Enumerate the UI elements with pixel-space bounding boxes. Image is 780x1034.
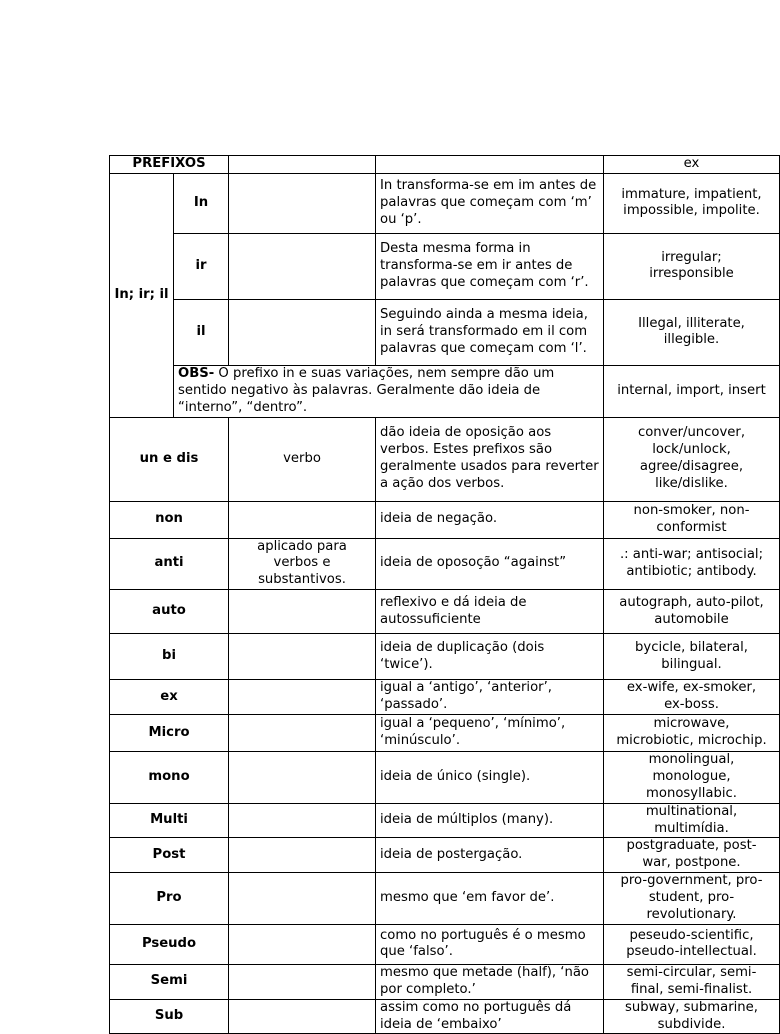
example-line: automobile (654, 611, 729, 627)
example-line: final, semi-finalist. (630, 981, 753, 997)
table-row (110, 999, 780, 1034)
example-cell: internal, import, insert (604, 365, 780, 417)
table-row (110, 752, 780, 804)
example-cell (604, 964, 780, 999)
example-cell (604, 538, 780, 590)
prefix-cell: auto (110, 590, 229, 634)
description-cell: mesmo que metade (half), ‘não por completo.’ (376, 964, 604, 999)
table-row (110, 964, 780, 999)
description-cell: como no português é o mesmo que ‘falso’. (376, 924, 604, 964)
usage-cell (229, 964, 376, 999)
table-row (110, 538, 780, 590)
prefix-cell: Micro (110, 715, 229, 752)
example-line: multinational, (645, 803, 738, 819)
prefix-cell: un e dis (110, 417, 229, 501)
example-line: non-smoker, non- (633, 502, 750, 518)
header-empty-desc (376, 156, 604, 174)
prefix-cell: Pseudo (110, 924, 229, 964)
example-cell (604, 680, 780, 715)
table-row (110, 838, 780, 873)
example-line: conformist (656, 519, 727, 535)
table-row (110, 803, 780, 838)
description-cell: reflexivo e dá ideia de autossuficiente (376, 590, 604, 634)
example-cell (604, 590, 780, 634)
obs-label: OBS- (178, 365, 215, 381)
usage-cell (229, 590, 376, 634)
example-cell (604, 501, 780, 538)
example-line: ex-wife, ex-smoker, (626, 680, 757, 696)
example-line: semi-circular, semi- (626, 964, 757, 980)
usage-cell (229, 999, 376, 1034)
table-row (110, 924, 780, 964)
table-row (110, 590, 780, 634)
example-line: student, pro- (648, 890, 735, 906)
description-cell: igual a ‘antigo’, ‘anterior’, ‘passado’. (376, 680, 604, 715)
example-line: monosyllabic. (646, 785, 737, 801)
example-line: postgraduate, post- (626, 838, 757, 854)
group-label-in-ir-il: In; ir; il (110, 173, 174, 417)
usage-cell (229, 501, 376, 538)
example-line: like/dislike. (655, 475, 728, 491)
prefix-table (109, 155, 780, 1034)
example-line: subdivide. (657, 1016, 726, 1032)
table-row (110, 680, 780, 715)
prefix-cell: Pro (110, 873, 229, 925)
example-line: bycicle, bilateral, (635, 639, 748, 655)
table-row (110, 634, 780, 680)
prefix-cell: ir (174, 233, 229, 299)
usage-cell (229, 173, 376, 233)
example-line: revolutionary. (646, 907, 737, 923)
header-empty-usage (229, 156, 376, 174)
description-cell: igual a ‘pequeno’, ‘mínimo’, ‘minúsculo’. (376, 715, 604, 752)
example-cell (604, 233, 780, 299)
example-line: ex-boss. (664, 697, 719, 713)
header-ex: ex (604, 156, 780, 174)
example-line: autograph, auto-pilot, (619, 594, 764, 610)
example-line: .: anti-war; antisocial; (619, 547, 764, 562)
header-row (110, 156, 780, 174)
example-line: irresponsible (649, 266, 734, 282)
prefix-cell: non (110, 501, 229, 538)
description-cell: ideia de duplicação (dois ‘twice’). (376, 634, 604, 680)
obs-text: O prefixo in e suas variações, nem sempre dão um sentido negativo às palavras. Geralmente dão ideia de “interno”, “dentro”. (178, 365, 555, 415)
example-line: conver/uncover, (637, 425, 746, 441)
example-cell (604, 873, 780, 925)
description-cell: assim como no português dá ideia de ‘embaixo’ (376, 999, 604, 1034)
example-cell (604, 999, 780, 1034)
prefix-cell: In (174, 173, 229, 233)
table-row (110, 233, 780, 299)
usage-cell (229, 752, 376, 804)
usage-cell (229, 838, 376, 873)
example-cell (604, 752, 780, 804)
description-cell: mesmo que ‘em favor de’. (376, 873, 604, 925)
prefix-cell: anti (110, 538, 229, 590)
example-line: impossible, impolite. (623, 203, 760, 219)
obs-row (110, 365, 780, 417)
usage-cell (229, 873, 376, 925)
description-cell: dão ideia de oposição aos verbos. Estes prefixos são geralmente usados para reverter a ação dos verbos. (376, 417, 604, 501)
example-cell (604, 417, 780, 501)
table-row (110, 299, 780, 365)
example-line: agree/disagree, (639, 459, 744, 475)
example-line: immature, impatient, (621, 186, 762, 202)
prefix-cell: bi (110, 634, 229, 680)
header-prefixos: PREFIXOS (110, 156, 229, 174)
example-cell (604, 173, 780, 233)
description-cell: In transforma-se em im antes de palavras que começam com ‘m’ ou ‘p’. (376, 173, 604, 233)
usage-cell (229, 715, 376, 752)
example-cell (604, 838, 780, 873)
example-line: illegible. (663, 332, 720, 348)
example-line: war, postpone. (642, 855, 741, 871)
example-line: monolingual, (648, 752, 735, 768)
usage-cell (229, 634, 376, 680)
example-line: bilingual. (661, 656, 722, 672)
usage-cell (229, 680, 376, 715)
example-line: irregular; (661, 249, 722, 265)
description-cell: ideia de múltiplos (many). (376, 803, 604, 838)
example-line: Illegal, illiterate, (638, 315, 745, 331)
example-line: lock/unlock, (652, 442, 731, 458)
prefix-cell: il (174, 299, 229, 365)
example-line: pro-government, pro- (620, 873, 763, 889)
prefix-cell: ex (110, 680, 229, 715)
example-line: multimídia. (654, 820, 729, 836)
example-cell (604, 924, 780, 964)
example-cell (604, 803, 780, 838)
usage-cell (229, 299, 376, 365)
table-row (110, 715, 780, 752)
usage-cell: verbo (229, 417, 376, 501)
description-cell: ideia de negação. (376, 501, 604, 538)
example-line: pseudo-intellectual. (626, 944, 757, 960)
example-cell (604, 299, 780, 365)
example-line: monologue, (652, 768, 731, 784)
table-row (110, 873, 780, 925)
example-line: antibiotic; antibody. (626, 563, 757, 579)
usage-cell (229, 924, 376, 964)
description-cell: Seguindo ainda a mesma ideia, in será transformado em il com palavras que começam com ‘l’. (376, 299, 604, 365)
description-cell: ideia de único (single). (376, 752, 604, 804)
prefix-cell: mono (110, 752, 229, 804)
usage-cell (229, 233, 376, 299)
example-line: microbiotic, microchip. (616, 733, 767, 749)
description-cell: ideia de oposoção “against” (376, 538, 604, 590)
prefix-cell: Multi (110, 803, 229, 838)
description-cell: Desta mesma forma in transforma-se em ir antes de palavras que começam com ‘r’. (376, 233, 604, 299)
prefix-cell: Semi (110, 964, 229, 999)
description-cell: ideia de postergação. (376, 838, 604, 873)
example-cell (604, 634, 780, 680)
prefix-cell: Sub (110, 999, 229, 1034)
table-row (110, 417, 780, 501)
usage-cell: aplicado para verbos e substantivos. (229, 538, 376, 590)
example-line: peseudo-scientific, (629, 927, 754, 943)
example-line: microwave, (653, 716, 730, 732)
table-row (110, 173, 780, 233)
example-line: subway, submarine, (625, 999, 758, 1015)
example-cell (604, 715, 780, 752)
table-row (110, 501, 780, 538)
prefix-cell: Post (110, 838, 229, 873)
obs-note (174, 365, 604, 417)
usage-cell (229, 803, 376, 838)
